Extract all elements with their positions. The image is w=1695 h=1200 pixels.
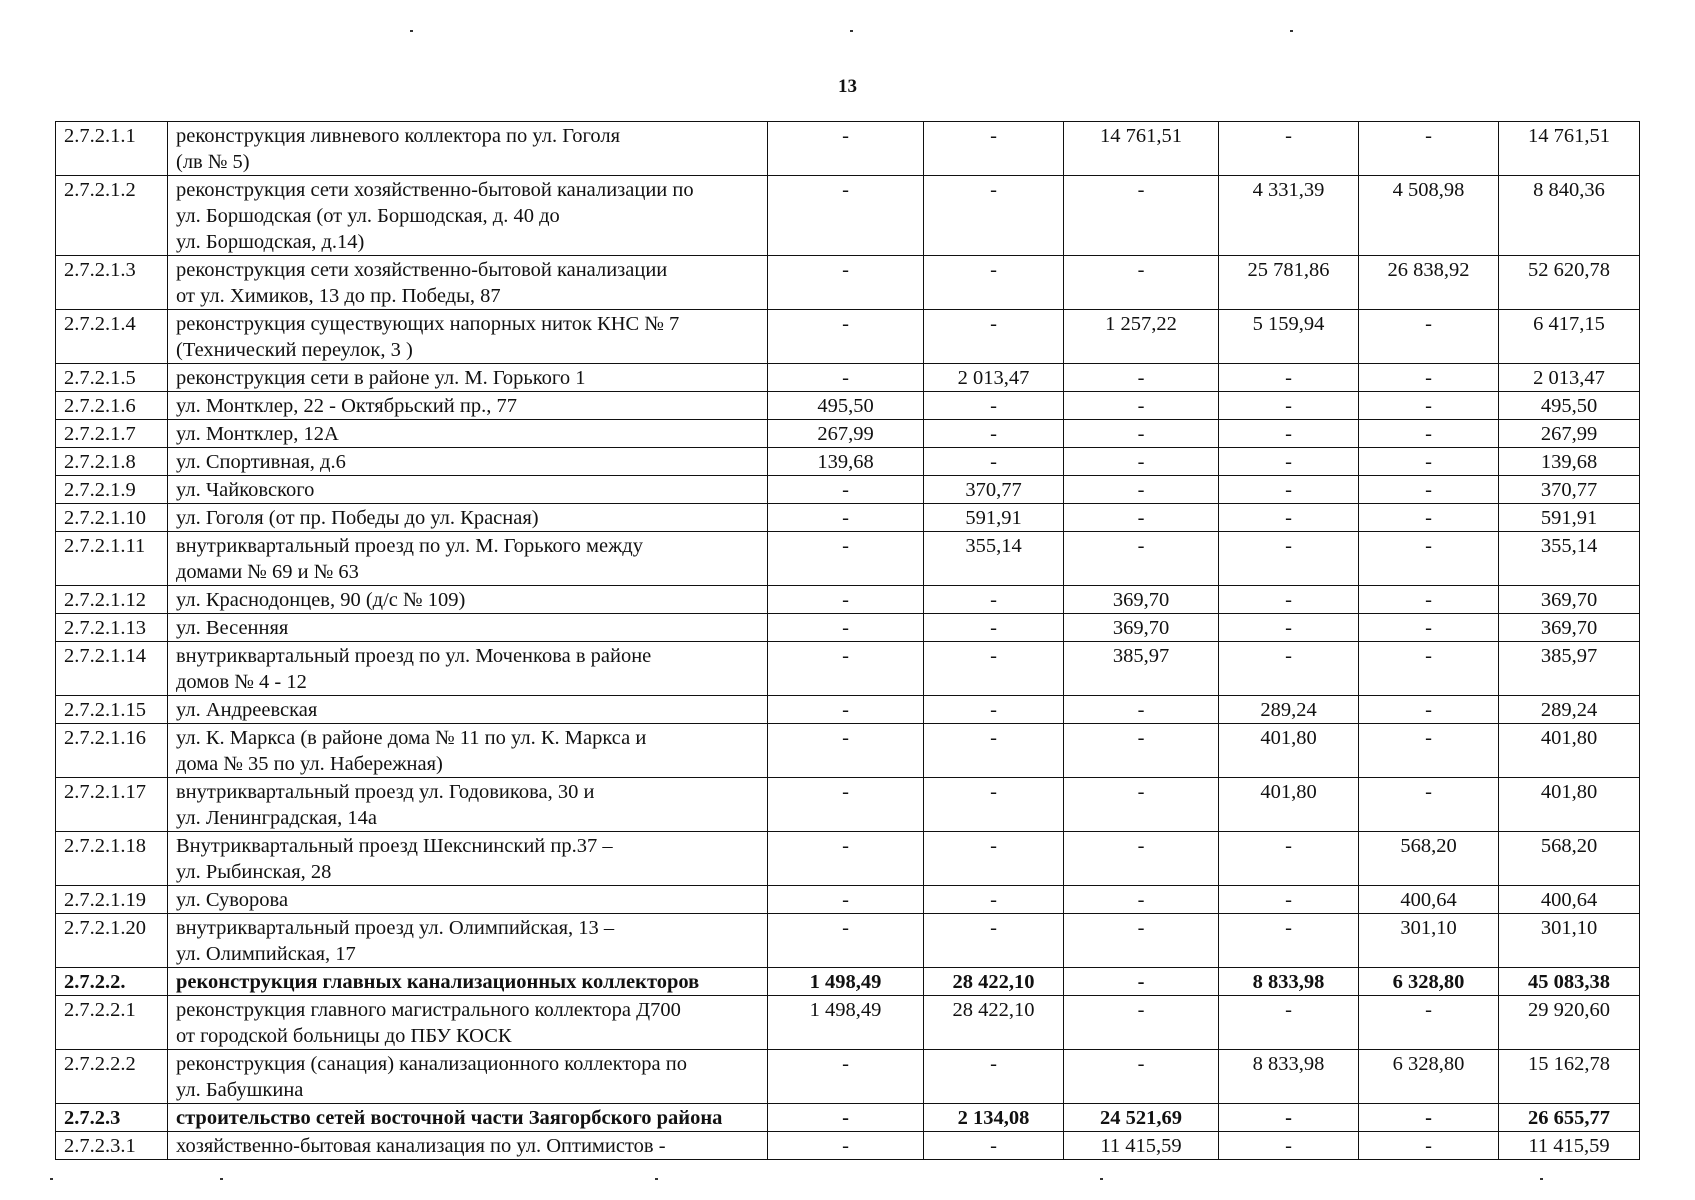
value-cell: - bbox=[1064, 504, 1219, 532]
value-cell: - bbox=[768, 364, 924, 392]
value-cell: - bbox=[1219, 476, 1359, 504]
scan-speck bbox=[850, 30, 853, 32]
table-row bbox=[56, 1050, 1640, 1104]
item-name-line: ул. Суворова bbox=[176, 889, 289, 911]
value-cell: - bbox=[1064, 832, 1219, 886]
item-name-line: строительство сетей восточной части Заягорбского района bbox=[176, 1107, 723, 1129]
value-cell: - bbox=[1359, 1104, 1499, 1132]
value-cell: - bbox=[768, 642, 924, 696]
scan-speck bbox=[410, 30, 413, 32]
item-name bbox=[168, 310, 768, 364]
table-row bbox=[56, 832, 1640, 886]
value-cell: - bbox=[1219, 642, 1359, 696]
item-name bbox=[168, 176, 768, 256]
value-cell: 369,70 bbox=[1064, 586, 1219, 614]
total-cell: 369,70 bbox=[1499, 614, 1640, 642]
value-cell: - bbox=[1064, 778, 1219, 832]
total-cell: 14 761,51 bbox=[1499, 122, 1640, 176]
item-name-line: внутриквартальный проезд ул. Олимпийская, 13 – bbox=[176, 917, 615, 939]
value-cell: - bbox=[1064, 392, 1219, 420]
item-code: 2.7.2.1.3 bbox=[56, 256, 168, 310]
item-code: 2.7.2.1.8 bbox=[56, 448, 168, 476]
value-cell: - bbox=[1219, 886, 1359, 914]
item-name-line: ул. Монтклер, 12А bbox=[176, 423, 339, 445]
value-cell: - bbox=[924, 778, 1064, 832]
value-cell: - bbox=[768, 832, 924, 886]
total-cell: 401,80 bbox=[1499, 778, 1640, 832]
value-cell: - bbox=[1359, 448, 1499, 476]
value-cell: 28 422,10 bbox=[924, 968, 1064, 996]
value-cell: - bbox=[768, 176, 924, 256]
value-cell: - bbox=[768, 504, 924, 532]
item-code: 2.7.2.1.7 bbox=[56, 420, 168, 448]
value-cell: 28 422,10 bbox=[924, 996, 1064, 1050]
value-cell: - bbox=[924, 122, 1064, 176]
total-cell: 591,91 bbox=[1499, 504, 1640, 532]
value-cell: - bbox=[768, 122, 924, 176]
table-row bbox=[56, 364, 1640, 392]
item-name-line: ул. Чайковского bbox=[176, 479, 315, 501]
value-cell: - bbox=[924, 696, 1064, 724]
item-code: 2.7.2.2.2 bbox=[56, 1050, 168, 1104]
item-name-line: ул. Весенняя bbox=[176, 617, 289, 639]
table-row bbox=[56, 724, 1640, 778]
value-cell: - bbox=[1359, 724, 1499, 778]
scan-speck bbox=[1100, 1178, 1103, 1180]
item-name bbox=[168, 504, 768, 532]
value-cell: 4 508,98 bbox=[1359, 176, 1499, 256]
total-cell: 26 655,77 bbox=[1499, 1104, 1640, 1132]
total-cell: 8 840,36 bbox=[1499, 176, 1640, 256]
value-cell: 26 838,92 bbox=[1359, 256, 1499, 310]
value-cell: 385,97 bbox=[1064, 642, 1219, 696]
value-cell: - bbox=[768, 614, 924, 642]
table-row bbox=[56, 642, 1640, 696]
item-name-line: реконструкция главных канализационных коллекторов bbox=[176, 971, 700, 993]
item-code: 2.7.2.1.15 bbox=[56, 696, 168, 724]
value-cell: 1 498,49 bbox=[768, 968, 924, 996]
item-name bbox=[168, 1132, 768, 1160]
value-cell: - bbox=[768, 696, 924, 724]
value-cell: - bbox=[1359, 122, 1499, 176]
value-cell: - bbox=[1064, 724, 1219, 778]
total-cell: 355,14 bbox=[1499, 532, 1640, 586]
item-name-line: (Технический переулок, 3 ) bbox=[176, 339, 413, 361]
value-cell: - bbox=[1359, 642, 1499, 696]
value-cell: - bbox=[924, 642, 1064, 696]
table-row bbox=[56, 176, 1640, 256]
item-code: 2.7.2.1.10 bbox=[56, 504, 168, 532]
value-cell: 8 833,98 bbox=[1219, 1050, 1359, 1104]
table-row bbox=[56, 448, 1640, 476]
total-cell: 289,24 bbox=[1499, 696, 1640, 724]
item-name-line: реконструкция главного магистрального коллектора Д700 bbox=[176, 999, 681, 1021]
value-cell: - bbox=[768, 1132, 924, 1160]
value-cell: 25 781,86 bbox=[1219, 256, 1359, 310]
item-name-line: реконструкция ливневого коллектора по ул. Гоголя bbox=[176, 125, 621, 147]
value-cell: - bbox=[924, 176, 1064, 256]
total-cell: 401,80 bbox=[1499, 724, 1640, 778]
value-cell: - bbox=[924, 1050, 1064, 1104]
value-cell: - bbox=[768, 586, 924, 614]
value-cell: - bbox=[924, 420, 1064, 448]
item-name-line: внутриквартальный проезд по ул. Моченкова в районе bbox=[176, 645, 652, 667]
value-cell: - bbox=[924, 310, 1064, 364]
value-cell: 8 833,98 bbox=[1219, 968, 1359, 996]
value-cell: 139,68 bbox=[768, 448, 924, 476]
value-cell: - bbox=[768, 310, 924, 364]
item-name bbox=[168, 614, 768, 642]
item-name bbox=[168, 586, 768, 614]
value-cell: 370,77 bbox=[924, 476, 1064, 504]
item-code: 2.7.2.1.2 bbox=[56, 176, 168, 256]
value-cell: - bbox=[1064, 886, 1219, 914]
value-cell: - bbox=[1359, 504, 1499, 532]
value-cell: 301,10 bbox=[1359, 914, 1499, 968]
value-cell: - bbox=[768, 914, 924, 968]
item-code: 2.7.2.1.17 bbox=[56, 778, 168, 832]
table-row bbox=[56, 696, 1640, 724]
item-name-line: ул. Краснодонцев, 90 (д/с № 109) bbox=[176, 589, 466, 611]
total-cell: 301,10 bbox=[1499, 914, 1640, 968]
item-name-line: дома № 35 по ул. Набережная) bbox=[176, 753, 443, 775]
value-cell: - bbox=[1219, 420, 1359, 448]
value-cell: 6 328,80 bbox=[1359, 1050, 1499, 1104]
table-row bbox=[56, 256, 1640, 310]
value-cell: - bbox=[924, 256, 1064, 310]
item-name-line: ул. Олимпийская, 17 bbox=[176, 943, 356, 965]
value-cell: - bbox=[924, 914, 1064, 968]
item-code: 2.7.2.1.18 bbox=[56, 832, 168, 886]
value-cell: - bbox=[768, 724, 924, 778]
value-cell: - bbox=[924, 586, 1064, 614]
item-name bbox=[168, 832, 768, 886]
item-name-line: ул. Гоголя (от пр. Победы до ул. Красная) bbox=[176, 507, 539, 529]
item-name-line: реконструкция сети хозяйственно-бытовой канализации по bbox=[176, 179, 694, 201]
item-name-line: ул. Андреевская bbox=[176, 699, 318, 721]
value-cell: - bbox=[1359, 614, 1499, 642]
value-cell: 568,20 bbox=[1359, 832, 1499, 886]
scan-speck bbox=[220, 1178, 223, 1180]
value-cell: - bbox=[924, 392, 1064, 420]
value-cell: - bbox=[1219, 532, 1359, 586]
item-name-line: реконструкция сети в районе ул. М. Горького 1 bbox=[176, 367, 586, 389]
value-cell: - bbox=[1359, 696, 1499, 724]
value-cell: - bbox=[924, 724, 1064, 778]
value-cell: - bbox=[1219, 1132, 1359, 1160]
total-cell: 15 162,78 bbox=[1499, 1050, 1640, 1104]
value-cell: - bbox=[1359, 532, 1499, 586]
value-cell: - bbox=[768, 886, 924, 914]
item-name bbox=[168, 914, 768, 968]
item-name-line: внутриквартальный проезд ул. Годовикова, 30 и bbox=[176, 781, 595, 803]
value-cell: - bbox=[1359, 778, 1499, 832]
value-cell: 4 331,39 bbox=[1219, 176, 1359, 256]
value-cell: - bbox=[924, 1132, 1064, 1160]
page-number: 13 bbox=[838, 76, 857, 97]
table-row bbox=[56, 122, 1640, 176]
table-row bbox=[56, 420, 1640, 448]
item-name bbox=[168, 476, 768, 504]
table-row bbox=[56, 532, 1640, 586]
item-code: 2.7.2.3.1 bbox=[56, 1132, 168, 1160]
item-name-line: хозяйственно-бытовая канализация по ул. Оптимистов - bbox=[176, 1135, 666, 1157]
item-name bbox=[168, 1050, 768, 1104]
item-code: 2.7.2.1.6 bbox=[56, 392, 168, 420]
item-code: 2.7.2.1.9 bbox=[56, 476, 168, 504]
table-row bbox=[56, 1104, 1640, 1132]
item-name bbox=[168, 364, 768, 392]
item-name-line: (лв № 5) bbox=[176, 151, 250, 173]
value-cell: - bbox=[924, 886, 1064, 914]
value-cell: - bbox=[1064, 914, 1219, 968]
value-cell: - bbox=[1219, 504, 1359, 532]
item-name bbox=[168, 968, 768, 996]
value-cell: - bbox=[1219, 392, 1359, 420]
value-cell: - bbox=[1359, 1132, 1499, 1160]
item-name-line: Внутриквартальный проезд Шекснинский пр.37 – bbox=[176, 835, 613, 857]
value-cell: - bbox=[1219, 448, 1359, 476]
item-name-line: ул. Боршодская (от ул. Боршодская, д. 40 до bbox=[176, 205, 560, 227]
table-row bbox=[56, 392, 1640, 420]
item-code: 2.7.2.2.1 bbox=[56, 996, 168, 1050]
item-name-line: от ул. Химиков, 13 до пр. Победы, 87 bbox=[176, 285, 501, 307]
value-cell: - bbox=[1219, 586, 1359, 614]
value-cell: 289,24 bbox=[1219, 696, 1359, 724]
value-cell: - bbox=[1359, 310, 1499, 364]
table-row bbox=[56, 586, 1640, 614]
value-cell: - bbox=[1064, 448, 1219, 476]
value-cell: 11 415,59 bbox=[1064, 1132, 1219, 1160]
value-cell: 267,99 bbox=[768, 420, 924, 448]
item-name-line: ул. Бабушкина bbox=[176, 1079, 304, 1101]
table-body bbox=[56, 122, 1640, 1160]
item-name-line: ул. Ленинградская, 14а bbox=[176, 807, 377, 829]
item-code: 2.7.2.1.12 bbox=[56, 586, 168, 614]
item-name-line: ул. Спортивная, д.6 bbox=[176, 451, 346, 473]
value-cell: 355,14 bbox=[924, 532, 1064, 586]
table-row bbox=[56, 914, 1640, 968]
item-name bbox=[168, 122, 768, 176]
value-cell: - bbox=[1064, 476, 1219, 504]
total-cell: 2 013,47 bbox=[1499, 364, 1640, 392]
value-cell: - bbox=[1064, 696, 1219, 724]
value-cell: - bbox=[1219, 996, 1359, 1050]
scan-speck bbox=[1540, 1178, 1543, 1180]
scan-speck bbox=[1290, 30, 1293, 32]
item-name bbox=[168, 696, 768, 724]
item-name-line: домами № 69 и № 63 bbox=[176, 561, 359, 583]
value-cell: - bbox=[1219, 364, 1359, 392]
value-cell: - bbox=[768, 476, 924, 504]
value-cell: - bbox=[768, 778, 924, 832]
total-cell: 385,97 bbox=[1499, 642, 1640, 696]
item-code: 2.7.2.2. bbox=[56, 968, 168, 996]
item-code: 2.7.2.1.13 bbox=[56, 614, 168, 642]
total-cell: 370,77 bbox=[1499, 476, 1640, 504]
table-row bbox=[56, 310, 1640, 364]
scan-speck bbox=[50, 1178, 53, 1180]
scan-speck bbox=[655, 1178, 658, 1180]
value-cell: - bbox=[1359, 392, 1499, 420]
item-name bbox=[168, 642, 768, 696]
value-cell: - bbox=[1359, 420, 1499, 448]
table-row bbox=[56, 1132, 1640, 1160]
total-cell: 400,64 bbox=[1499, 886, 1640, 914]
value-cell: - bbox=[1064, 420, 1219, 448]
table-row bbox=[56, 886, 1640, 914]
value-cell: - bbox=[1064, 1050, 1219, 1104]
value-cell: - bbox=[1219, 914, 1359, 968]
value-cell: 24 521,69 bbox=[1064, 1104, 1219, 1132]
value-cell: - bbox=[924, 614, 1064, 642]
value-cell: - bbox=[1064, 532, 1219, 586]
total-cell: 45 083,38 bbox=[1499, 968, 1640, 996]
value-cell: 495,50 bbox=[768, 392, 924, 420]
item-code: 2.7.2.1.19 bbox=[56, 886, 168, 914]
table-row bbox=[56, 504, 1640, 532]
value-cell: 2 013,47 bbox=[924, 364, 1064, 392]
table-row bbox=[56, 778, 1640, 832]
value-cell: - bbox=[1219, 1104, 1359, 1132]
value-cell: 591,91 bbox=[924, 504, 1064, 532]
item-name-line: от городской больницы до ПБУ КОСК bbox=[176, 1025, 512, 1047]
value-cell: 2 134,08 bbox=[924, 1104, 1064, 1132]
total-cell: 11 415,59 bbox=[1499, 1132, 1640, 1160]
item-name bbox=[168, 532, 768, 586]
item-name-line: ул. Монтклер, 22 - Октябрьский пр., 77 bbox=[176, 395, 517, 417]
value-cell: - bbox=[768, 1050, 924, 1104]
value-cell: 6 328,80 bbox=[1359, 968, 1499, 996]
value-cell: - bbox=[1219, 614, 1359, 642]
value-cell: - bbox=[1359, 996, 1499, 1050]
value-cell: - bbox=[1064, 256, 1219, 310]
item-code: 2.7.2.1.1 bbox=[56, 122, 168, 176]
value-cell: - bbox=[1064, 996, 1219, 1050]
total-cell: 369,70 bbox=[1499, 586, 1640, 614]
item-name-line: реконструкция (санация) канализационного коллектора по bbox=[176, 1053, 687, 1075]
item-name bbox=[168, 996, 768, 1050]
value-cell: - bbox=[768, 1104, 924, 1132]
total-cell: 495,50 bbox=[1499, 392, 1640, 420]
item-name bbox=[168, 256, 768, 310]
item-name-line: внутриквартальный проезд по ул. М. Горького между bbox=[176, 535, 643, 557]
value-cell: 369,70 bbox=[1064, 614, 1219, 642]
table-row bbox=[56, 476, 1640, 504]
value-cell: - bbox=[1064, 176, 1219, 256]
item-code: 2.7.2.1.11 bbox=[56, 532, 168, 586]
item-name bbox=[168, 420, 768, 448]
total-cell: 6 417,15 bbox=[1499, 310, 1640, 364]
item-code: 2.7.2.3 bbox=[56, 1104, 168, 1132]
item-code: 2.7.2.1.5 bbox=[56, 364, 168, 392]
value-cell: - bbox=[924, 448, 1064, 476]
table-row bbox=[56, 968, 1640, 996]
item-code: 2.7.2.1.20 bbox=[56, 914, 168, 968]
item-name bbox=[168, 392, 768, 420]
value-cell: - bbox=[924, 832, 1064, 886]
table-row bbox=[56, 996, 1640, 1050]
item-name bbox=[168, 886, 768, 914]
item-name-line: домов № 4 - 12 bbox=[176, 671, 307, 693]
item-code: 2.7.2.1.14 bbox=[56, 642, 168, 696]
value-cell: - bbox=[768, 256, 924, 310]
budget-table bbox=[55, 121, 1640, 1160]
value-cell: 400,64 bbox=[1359, 886, 1499, 914]
value-cell: - bbox=[1064, 968, 1219, 996]
item-name bbox=[168, 724, 768, 778]
value-cell: 401,80 bbox=[1219, 778, 1359, 832]
item-code: 2.7.2.1.16 bbox=[56, 724, 168, 778]
value-cell: - bbox=[1359, 586, 1499, 614]
value-cell: - bbox=[1359, 364, 1499, 392]
item-name-line: ул. Боршодская, д.14) bbox=[176, 231, 365, 253]
value-cell: - bbox=[1219, 832, 1359, 886]
total-cell: 568,20 bbox=[1499, 832, 1640, 886]
value-cell: 5 159,94 bbox=[1219, 310, 1359, 364]
value-cell: 14 761,51 bbox=[1064, 122, 1219, 176]
item-name-line: реконструкция существующих напорных ниток КНС № 7 bbox=[176, 313, 680, 335]
item-name-line: ул. К. Маркса (в районе дома № 11 по ул. К. Маркса и bbox=[176, 727, 647, 749]
total-cell: 52 620,78 bbox=[1499, 256, 1640, 310]
item-code: 2.7.2.1.4 bbox=[56, 310, 168, 364]
total-cell: 267,99 bbox=[1499, 420, 1640, 448]
value-cell: 401,80 bbox=[1219, 724, 1359, 778]
total-cell: 139,68 bbox=[1499, 448, 1640, 476]
table-row bbox=[56, 614, 1640, 642]
value-cell: - bbox=[1219, 122, 1359, 176]
value-cell: 1 498,49 bbox=[768, 996, 924, 1050]
value-cell: - bbox=[1064, 364, 1219, 392]
item-name-line: ул. Рыбинская, 28 bbox=[176, 861, 332, 883]
item-name bbox=[168, 1104, 768, 1132]
item-name bbox=[168, 778, 768, 832]
item-name bbox=[168, 448, 768, 476]
total-cell: 29 920,60 bbox=[1499, 996, 1640, 1050]
item-name-line: реконструкция сети хозяйственно-бытовой канализации bbox=[176, 259, 668, 281]
value-cell: - bbox=[1359, 476, 1499, 504]
value-cell: 1 257,22 bbox=[1064, 310, 1219, 364]
value-cell: - bbox=[768, 532, 924, 586]
